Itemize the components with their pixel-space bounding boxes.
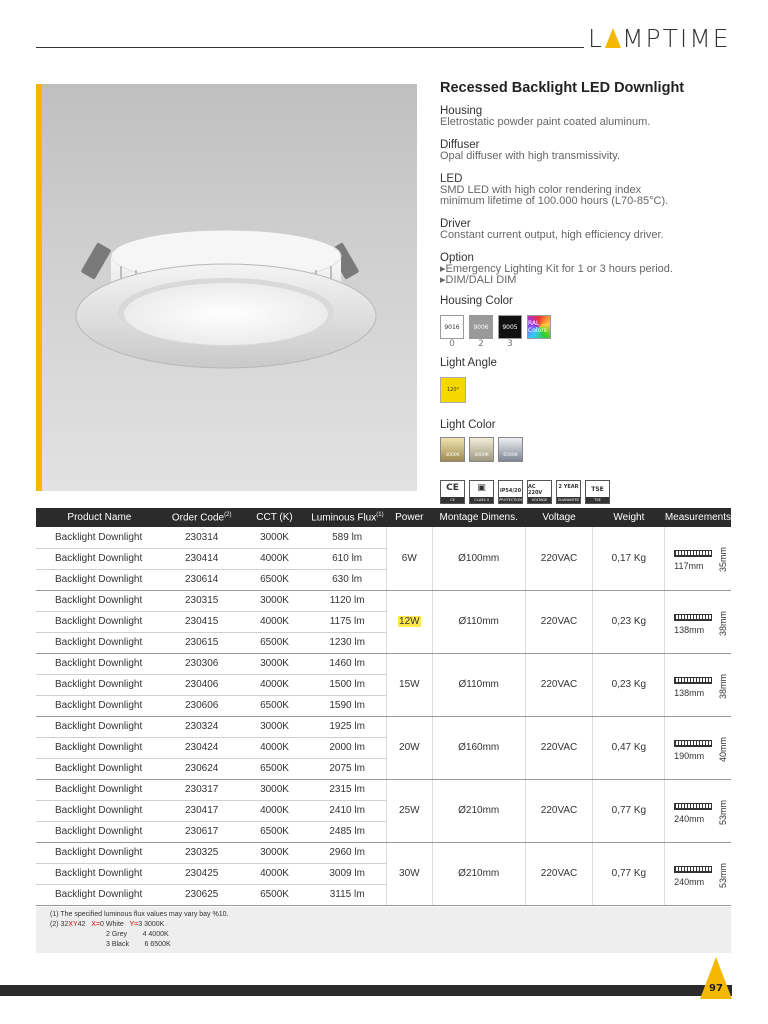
class-ii-icon: ▣ CLASS II: [469, 480, 494, 504]
cell-product-name: Backlight Downlight: [36, 569, 163, 590]
cell-product-name: Backlight Downlight: [36, 779, 163, 800]
measurement-diagram: [668, 793, 728, 829]
light-color-boxes: [440, 437, 740, 462]
tse-icon: TSE TSE: [585, 480, 610, 504]
swatch-number: [527, 339, 551, 349]
light-color-4000k: 4000K: [469, 437, 494, 462]
downlight-profile-icon: [674, 866, 712, 873]
cell-luminous-flux: 1460 lm: [308, 653, 386, 674]
footnotes: [36, 907, 731, 953]
spec-text: ▸Emergency Lighting Kit for 1 or 3 hours period.: [440, 263, 673, 275]
cell-order-code: 230617: [163, 821, 241, 842]
lamptime-logo: L MPTIME: [588, 24, 731, 53]
cell-luminous-flux: 589 lm: [308, 527, 386, 548]
cell-montage: Ø110mm: [432, 653, 525, 716]
spec-heading: Diffuser: [440, 139, 480, 151]
cell-cct: 3000K: [241, 716, 309, 737]
cell-cct: 3000K: [241, 779, 309, 800]
cell-weight: 0,23 Kg: [593, 590, 665, 653]
logo-triangle-icon: [605, 28, 621, 48]
measurement-width: 117mm: [674, 561, 704, 572]
cell-montage: Ø100mm: [432, 527, 525, 590]
cell-luminous-flux: 2000 lm: [308, 737, 386, 758]
table-row: [36, 779, 731, 800]
spec-heading: Option: [440, 252, 474, 264]
table-row: [36, 527, 731, 548]
cell-voltage: 220VAC: [525, 527, 593, 590]
light-angle-badge: 120°: [440, 377, 466, 403]
col-power: Power: [386, 508, 432, 527]
swatch-number: 0: [449, 339, 455, 349]
voltage-icon: AC 220V VOLTAGE: [527, 480, 552, 504]
footnote-2-grey: 2 Grey 4 4000K: [106, 931, 169, 938]
cell-voltage: 220VAC: [525, 716, 593, 779]
housing-color-swatches: [440, 315, 740, 339]
col-weight: Weight: [593, 508, 665, 527]
measurement-height: 40mm: [718, 736, 729, 762]
cell-luminous-flux: 3009 lm: [308, 863, 386, 884]
table-header-row: [36, 508, 731, 527]
cell-cct: 3000K: [241, 527, 309, 548]
cell-order-code: 230314: [163, 527, 241, 548]
spec-heading: Housing: [440, 105, 483, 117]
table-row: [36, 842, 731, 863]
cell-montage: Ø160mm: [432, 716, 525, 779]
cell-measurements: [665, 653, 731, 716]
spec-option: [440, 252, 740, 286]
cell-order-code: 230406: [163, 674, 241, 695]
light-color-label: Light Color: [440, 419, 496, 431]
cell-measurements: [665, 842, 731, 905]
cell-weight: 0,77 Kg: [593, 842, 665, 905]
downlight-profile-icon: [674, 550, 712, 557]
cell-order-code: 230425: [163, 863, 241, 884]
cell-product-name: Backlight Downlight: [36, 632, 163, 653]
footer-bar: [0, 985, 732, 996]
spec-housing: [440, 105, 740, 128]
cell-order-code: 230325: [163, 842, 241, 863]
guarantee-icon: 2 YEAR GUARANTEE: [556, 480, 581, 504]
measurement-diagram: [668, 667, 728, 703]
col-order-code: Order Code$^{(2)}$: [163, 508, 241, 527]
spec-led: [440, 173, 740, 207]
cell-cct: 6500K: [241, 632, 309, 653]
spec-text: Opal diffuser with high transmissivity.: [440, 150, 620, 162]
cell-product-name: Backlight Downlight: [36, 758, 163, 779]
cell-luminous-flux: 1500 lm: [308, 674, 386, 695]
cell-product-name: Backlight Downlight: [36, 527, 163, 548]
cell-product-name: Backlight Downlight: [36, 737, 163, 758]
measurement-width: 240mm: [674, 813, 705, 824]
col-luminous-flux: Luminous Flux$^{(1)}$: [308, 508, 386, 527]
cell-product-name: Backlight Downlight: [36, 800, 163, 821]
cell-power: 12W: [386, 590, 432, 653]
cell-luminous-flux: 1175 lm: [308, 611, 386, 632]
footnote-1: (1) The specified luminous flux values may vary bay %10.: [50, 911, 229, 918]
housing-color-numbers: [440, 339, 740, 349]
measurement-width: 138mm: [674, 624, 705, 635]
cell-weight: 0,23 Kg: [593, 653, 665, 716]
swatch-number: 2: [478, 339, 484, 349]
light-color-3000k: 3000K: [440, 437, 465, 462]
cell-order-code: 230417: [163, 800, 241, 821]
swatch-ral-colors: RAL Colors: [527, 315, 551, 339]
cell-order-code: 230624: [163, 758, 241, 779]
downlight-illustration: [36, 84, 417, 491]
cell-order-code: 230324: [163, 716, 241, 737]
cell-power: 25W: [386, 779, 432, 842]
housing-color-label: Housing Color: [440, 295, 513, 307]
cell-luminous-flux: 1925 lm: [308, 716, 386, 737]
spec-text: minimum lifetime of 100.000 hours (L70-85°C).: [440, 195, 669, 207]
swatch-9005: 9005: [498, 315, 522, 339]
cell-order-code: 230614: [163, 569, 241, 590]
image-accent-bar: [36, 84, 42, 491]
col-product-name: Product Name: [36, 508, 163, 527]
product-title: Recessed Backlight LED Downlight: [440, 80, 685, 96]
cell-voltage: 220VAC: [525, 779, 593, 842]
certification-icons: [440, 480, 740, 504]
measurement-diagram: [668, 540, 728, 576]
footnote-2-black: 3 Black 6 6500K: [106, 941, 171, 948]
swatch-9016: 9016: [440, 315, 464, 339]
spec-text: Constant current output, high efficiency driver.: [440, 229, 664, 241]
cell-order-code: 230306: [163, 653, 241, 674]
downlight-profile-icon: [674, 614, 712, 621]
ce-icon: CE CE: [440, 480, 465, 504]
cell-product-name: Backlight Downlight: [36, 716, 163, 737]
cell-cct: 3000K: [241, 590, 309, 611]
cell-product-name: Backlight Downlight: [36, 821, 163, 842]
cell-product-name: Backlight Downlight: [36, 695, 163, 716]
cell-product-name: Backlight Downlight: [36, 548, 163, 569]
cell-product-name: Backlight Downlight: [36, 842, 163, 863]
cell-montage: Ø110mm: [432, 590, 525, 653]
cell-cct: 6500K: [241, 695, 309, 716]
cell-product-name: Backlight Downlight: [36, 863, 163, 884]
cell-cct: 6500K: [241, 569, 309, 590]
measurement-width: 138mm: [674, 687, 705, 698]
cell-order-code: 230625: [163, 884, 241, 905]
cell-luminous-flux: 2485 lm: [308, 821, 386, 842]
cell-order-code: 230615: [163, 632, 241, 653]
cell-measurements: [665, 716, 731, 779]
cell-luminous-flux: 2960 lm: [308, 842, 386, 863]
measurement-diagram: [668, 604, 728, 640]
measurement-height: 38mm: [718, 673, 729, 699]
product-image: [36, 84, 417, 491]
table-row: [36, 716, 731, 737]
measurement-height: 53mm: [718, 862, 729, 888]
cell-power: 6W: [386, 527, 432, 590]
spec-text: Eletrostatic powder paint coated aluminum.: [440, 116, 651, 128]
cell-weight: 0,17 Kg: [593, 527, 665, 590]
cell-order-code: 230415: [163, 611, 241, 632]
cell-cct: 6500K: [241, 758, 309, 779]
cell-cct: 3000K: [241, 842, 309, 863]
cell-luminous-flux: 1230 lm: [308, 632, 386, 653]
measurement-width: 190mm: [674, 750, 705, 761]
measurement-width: 240mm: [674, 876, 705, 887]
col-measurements: Measurements: [665, 508, 731, 527]
cell-montage: Ø210mm: [432, 779, 525, 842]
cell-order-code: 230315: [163, 590, 241, 611]
cell-measurements: [665, 779, 731, 842]
spec-heading: LED: [440, 173, 463, 185]
light-angle-label: Light Angle: [440, 357, 497, 369]
cell-weight: 0,47 Kg: [593, 716, 665, 779]
cell-cct: 4000K: [241, 737, 309, 758]
measurement-diagram: [668, 856, 728, 892]
table-row: [36, 590, 731, 611]
cell-measurements: [665, 527, 731, 590]
cell-order-code: 230414: [163, 548, 241, 569]
cell-luminous-flux: 630 lm: [308, 569, 386, 590]
cell-power: 15W: [386, 653, 432, 716]
swatch-number: 3: [507, 339, 513, 349]
cell-voltage: 220VAC: [525, 590, 593, 653]
cell-luminous-flux: 1120 lm: [308, 590, 386, 611]
measurement-height: 35mm: [718, 547, 729, 573]
downlight-profile-icon: [674, 740, 712, 747]
cell-luminous-flux: 1590 lm: [308, 695, 386, 716]
cell-luminous-flux: 2410 lm: [308, 800, 386, 821]
measurement-height: 38mm: [718, 610, 729, 636]
footnote-2: (2) 32XY42 X=0 White Y=3 3000K: [50, 921, 165, 928]
cell-weight: 0,77 Kg: [593, 779, 665, 842]
cell-order-code: 230606: [163, 695, 241, 716]
measurement-height: 53mm: [718, 799, 729, 825]
cell-luminous-flux: 3115 lm: [308, 884, 386, 905]
cell-cct: 6500K: [241, 821, 309, 842]
spec-driver: [440, 218, 740, 241]
spec-text: ▸DIM/DALI DIM: [440, 274, 517, 286]
cell-product-name: Backlight Downlight: [36, 653, 163, 674]
page-number: 97: [709, 983, 723, 994]
col-montage: Montage Dimens.: [432, 508, 525, 527]
downlight-profile-icon: [674, 803, 712, 810]
cell-product-name: Backlight Downlight: [36, 674, 163, 695]
header-rule: [36, 47, 584, 48]
cell-order-code: 230424: [163, 737, 241, 758]
product-table: [36, 508, 731, 906]
cell-luminous-flux: 610 lm: [308, 548, 386, 569]
spec-heading: Driver: [440, 218, 471, 230]
col-cct: CCT (K): [241, 508, 309, 527]
cell-power: 20W: [386, 716, 432, 779]
ip-protection-icon: IP54/20 PROTECTION: [498, 480, 523, 504]
downlight-profile-icon: [674, 677, 712, 684]
cell-power: 30W: [386, 842, 432, 905]
cell-cct: 4000K: [241, 863, 309, 884]
cell-luminous-flux: 2315 lm: [308, 779, 386, 800]
cell-measurements: [665, 590, 731, 653]
light-color-6500k: 6500K: [498, 437, 523, 462]
swatch-9006: 9006: [469, 315, 493, 339]
product-info-panel: [440, 80, 740, 504]
measurement-diagram: [668, 730, 728, 766]
spec-text: SMD LED with high color rendering index: [440, 184, 642, 196]
cell-montage: Ø210mm: [432, 842, 525, 905]
cell-cct: 4000K: [241, 800, 309, 821]
cell-product-name: Backlight Downlight: [36, 611, 163, 632]
cell-voltage: 220VAC: [525, 653, 593, 716]
cell-cct: 4000K: [241, 548, 309, 569]
cell-product-name: Backlight Downlight: [36, 884, 163, 905]
table-row: [36, 653, 731, 674]
cell-cct: 3000K: [241, 653, 309, 674]
cell-cct: 4000K: [241, 674, 309, 695]
cell-luminous-flux: 2075 lm: [308, 758, 386, 779]
cell-cct: 6500K: [241, 884, 309, 905]
cell-voltage: 220VAC: [525, 842, 593, 905]
cell-order-code: 230317: [163, 779, 241, 800]
cell-product-name: Backlight Downlight: [36, 590, 163, 611]
col-voltage: Voltage: [525, 508, 593, 527]
cell-cct: 4000K: [241, 611, 309, 632]
spec-diffuser: [440, 139, 740, 162]
